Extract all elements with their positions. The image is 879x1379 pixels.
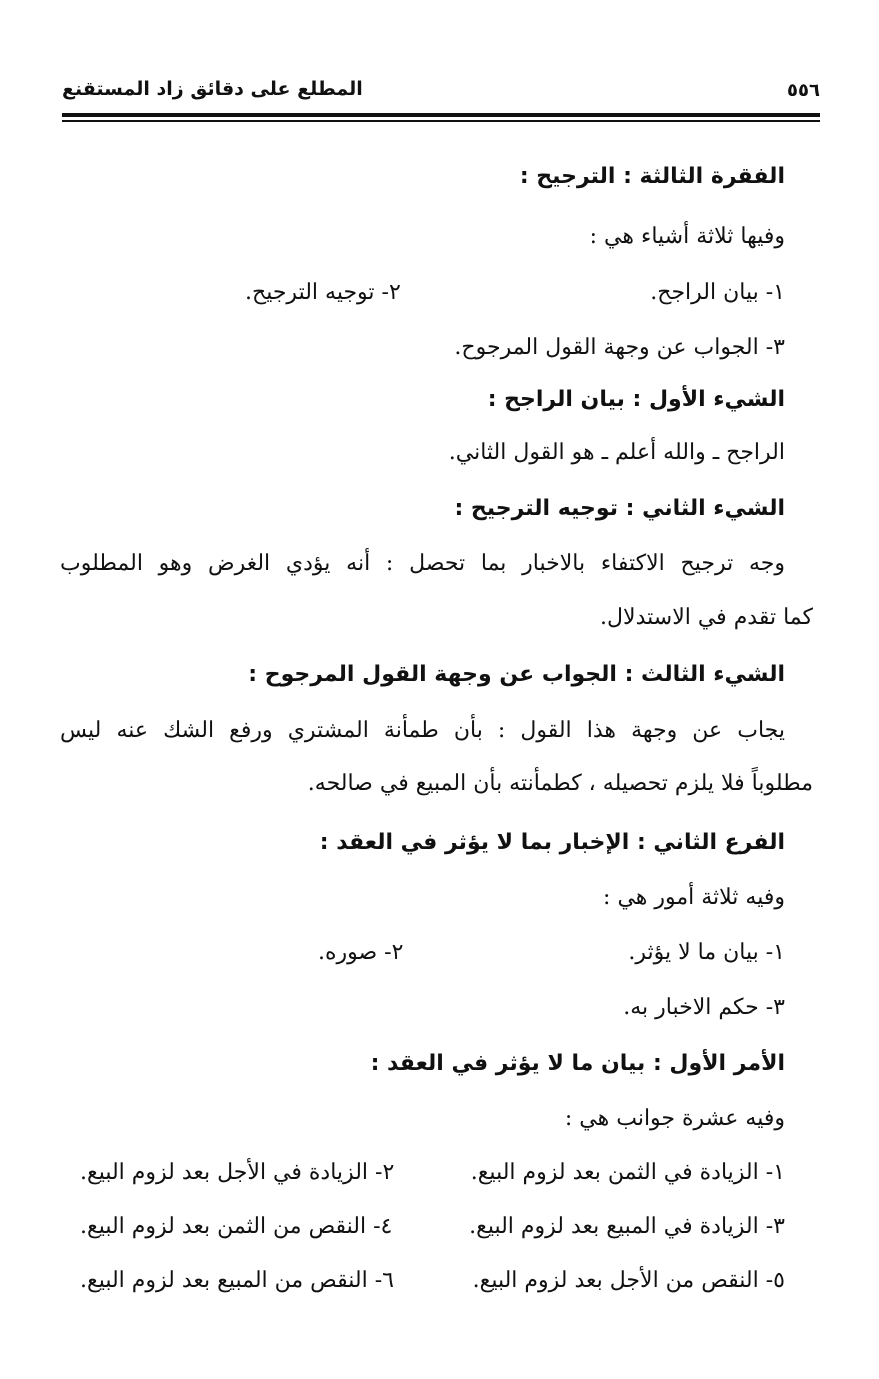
list-item: ١- بيان الراجح. <box>650 280 785 305</box>
list-item: ٢- الزيادة في الأجل بعد لزوم البيع. <box>80 1160 395 1185</box>
list-item: ٤- النقص من الثمن بعد لزوم البيع. <box>80 1214 393 1239</box>
page-number: ٥٥٦ <box>787 80 820 101</box>
subheading: الشيء الثاني : توجيه الترجيح : <box>454 496 785 521</box>
list-item: ٦- النقص من المبيع بعد لزوم البيع. <box>80 1268 394 1293</box>
paragraph-line: وجه ترجيح الاكتفاء بالاخبار بما تحصل : أنه يؤدي الغرض وهو المطلوب <box>60 551 785 576</box>
paragraph-line: وفيها ثلاثة أشياء هي : <box>589 224 785 249</box>
heading-tarjih: الفقرة الثالثة : الترجيح : <box>519 164 785 189</box>
list-item: ٥- النقص من الأجل بعد لزوم البيع. <box>472 1268 785 1293</box>
paragraph-line: كما تقدم في الاستدلال. <box>600 605 813 630</box>
list-item: ١- بيان ما لا يؤثر. <box>628 940 785 965</box>
paragraph-line: وفيه ثلاثة أمور هي : <box>603 885 785 910</box>
list-item: ٣- الزيادة في المبيع بعد لزوم البيع. <box>469 1214 785 1239</box>
subheading: الشيء الثالث : الجواب عن وجهة القول المرجوح : <box>248 662 785 687</box>
header-rule-thin <box>62 120 820 122</box>
book-title: المطلع على دقائق زاد المستقنع <box>62 78 363 100</box>
paragraph-line: الراجح ـ والله أعلم ـ هو القول الثاني. <box>448 440 785 465</box>
list-item: ١- الزيادة في الثمن بعد لزوم البيع. <box>470 1160 785 1185</box>
paragraph-line: وفيه عشرة جوانب هي : <box>564 1106 785 1131</box>
running-header <box>62 78 820 110</box>
list-item: ٢- توجيه الترجيح. <box>245 280 401 305</box>
list-item: ٣- الجواب عن وجهة القول المرجوح. <box>454 335 785 360</box>
subheading: الشيء الأول : بيان الراجح : <box>487 387 785 412</box>
list-item: ٣- حكم الاخبار به. <box>623 995 785 1020</box>
list-item: ٢- صوره. <box>318 940 404 965</box>
header-rule-thick <box>62 113 820 117</box>
section-heading: الأمر الأول : بيان ما لا يؤثر في العقد : <box>370 1051 785 1076</box>
section-heading: الفرع الثاني : الإخبار بما لا يؤثر في العقد : <box>319 830 785 855</box>
paragraph-line: مطلوباً فلا يلزم تحصيله ، كطمأنته بأن المبيع في صالحه. <box>307 771 813 796</box>
paragraph-line: يجاب عن وجهة هذا القول : بأن طمأنة المشتري ورفع الشك عنه ليس <box>60 718 785 743</box>
